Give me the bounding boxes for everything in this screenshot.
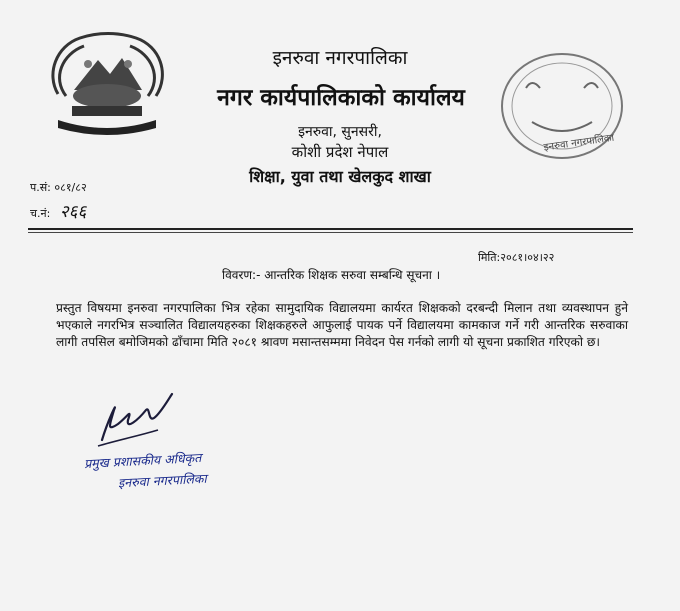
letter-body: प्रस्तुत विषयमा इनरुवा नगरपालिका भित्र रहेका सामुदायिक विद्यालयमा कार्यरत शिक्षकको दरबन्दी मिलान तथा व्यवस्थापन हुने भएकाले नगरभित्र सञ्चालित विद्यालयहरुका शिक्षकहरुले आफुलाई पायक पर्ने विद्यालयमा कामकाज गर्ने गरी आन्तरिक सरुवाका लागी तपसिल बमोजिमको ढाँचामा मिति २०८१ श्रावण मसान्तसम्ममा निवेदन पेस गर्नको लागी यो सूचना प्रकाशित गरिएको छ।: [56, 301, 628, 349]
nepal-emblem-icon: [38, 24, 176, 142]
letter-date: मिति:२०८१।०४।२२: [478, 251, 555, 264]
reference-dispatch-label: च.नं:: [30, 207, 51, 220]
signatory-organization: इनरुवा नगरपालिका: [117, 470, 208, 491]
office-name: नगर कार्यपालिकाको कार्यालय: [217, 85, 465, 111]
handwritten-signature: [88, 390, 188, 450]
signatory-title: प्रमुख प्रशासकीय अधिकृत: [83, 449, 202, 472]
reference-fiscal: [30, 180, 87, 195]
reference-fiscal-value: ०८१/८२: [54, 181, 87, 194]
seal-text: इनरुवा नगरपालिका: [543, 132, 615, 154]
municipality-name: इनरुवा नगरपालिका: [272, 47, 408, 69]
header-divider-thin: [28, 232, 633, 233]
reference-dispatch-value: २६६: [59, 202, 87, 222]
reference-dispatch: [30, 199, 86, 222]
branch-name: शिक्षा, युवा तथा खेलकुद शाखा: [249, 167, 431, 186]
reference-fiscal-label: प.सं:: [30, 181, 51, 194]
address-line-1: इनरुवा, सुनसरी,: [298, 124, 382, 140]
office-seal: [492, 48, 632, 168]
address-line-2: कोशी प्रदेश नेपाल: [291, 143, 389, 161]
header-divider: [28, 228, 633, 230]
letter-subject: विवरण:- आन्तरिक शिक्षक सरुवा सम्बन्धि सूचना ।: [222, 268, 441, 282]
